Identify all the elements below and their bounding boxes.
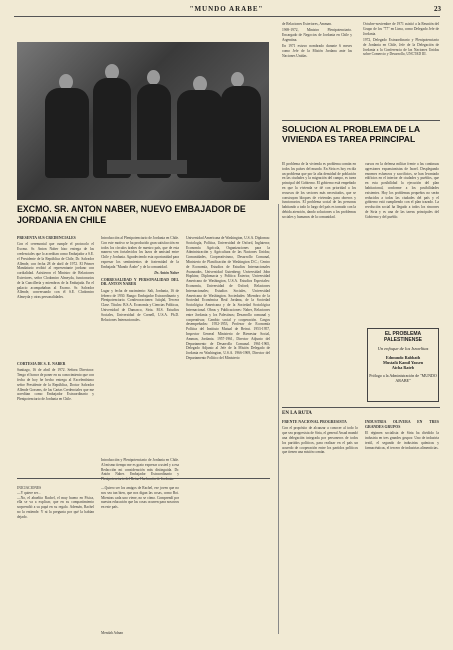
vivienda-column-1: El problema de la vivienda es problema común en todos los países del mundo. En Siria es hoy en día un problema que por la alta densidad de población en las ciudades y la migración del campo, es tarea principal del Gobierno. El gobierno está empeñado en que la vivienda se dé con prioridad a los recursos de los sectores más necesitados, que se construyan bloques de viviendas para obreros y funcionarios. El problema social de las personas habitando a todo lo largo del país es tomado con la debida atención, dando soluciones a los problemas sociales y humanos de la comunidad. <box>282 162 356 219</box>
palestine-footer: Prólogo a la Administración de "MUNDO ARABE" <box>369 372 437 383</box>
en-la-ruta-title: EN LA RUTA <box>282 411 312 416</box>
vivienda-headline: SOLUCION AL PROBLEMA DE LA VIVIENDA ES TAREA PRINCIPAL <box>282 124 420 144</box>
cortesia-column-2: Introducción y Plenipotenciario de Jordania en Chile. Al mismo tiempo me es grato expresar a usted y a esa Redacción mi consideración más distinguida. Dr. Antón Naber. Embajador Extraordinario y Plenipotenciario del Reino Hachemita de Jordania. <box>101 458 179 482</box>
cortesia-column-1: CORTESIA DE S. E. NABER Santiago, 16 de abril de 1972. Señora Directora: Tengo el honor de poner en su conocimiento que con fecha de hoy he hecho entrega al Excelentísimo señor Presidente de la República, Doctor Salvador Allende Gossens, de las Cartas Credenciales que me acreditan como Embajador Extraordinario y Plenipotenciario de Jordania en Chile. <box>17 362 94 402</box>
press-top-rule <box>282 407 440 408</box>
header-rule <box>14 16 440 17</box>
dialog-left-column: INICIACIONES —Y quiere ser... —No, el abuelito Rachel, el muy bueno en Física, ella se va a explicar, que en su compartimiento sorprendió a su papá en su regalo. Ademán, Rachel no la entiende. Y ni la pregunta por qué la habían dejado. <box>17 486 94 519</box>
career-column-2: Octubre-noviembre de 1971 asistió a la Reunión del Grupo de los "77" en Lima, como Delegado Jefe de Jordania. 1972, Delegado Extraordinario y Plenipotenciario de Jordania en Chile, Jefe de la Delegación de Jordania a la Conferencia de las Naciones Unidas sobre Comercio y Desarrollo, UNCTAD III. <box>363 22 439 57</box>
naber-column-1: PRESENTA SUS CREDENCIALES Con el ceremonial que cumple el protocolo el Excmo. Sr. Anton Naber hizo entrega de las credenciales que lo acreditan como Embajador a S.E. el Presidente de la República de Chile, Dr. Salvador Allende, con fecha 28 de abril de 1972. El Primer Mandatario recibió al representante jordano con cordialidad. Asistieron el Ministro de Relaciones Exteriores, señor Clodomiro Almeyda, funcionarios de la Cancillería y miembros de la Embajada. En el palacio acompañaban al Excmo. Sr. Salvador Allende, conversando con él S.E. Clodomiro Almeyda y otras personalidades. <box>17 236 94 300</box>
naber-headline: EXCMO. SR. ANTON NABER, NUEVO EMBAJADOR DE JORDANIA EN CHILE <box>17 204 246 225</box>
publication-title: "MUNDO ARABE" <box>189 5 264 13</box>
photo-credentials-ceremony <box>17 42 269 200</box>
palestine-box <box>367 328 439 402</box>
palestine-authors: Edmundo Rabbath Mustafá Kamil Yassen Aicha Rateb <box>382 354 424 371</box>
naber-column-3: Universidad Americana de Washington, U.S.A. Diplomas: Sociología, Política, Universidad de Oxford, Inglaterra; Economía Agrícola, Organizaciones para la Administración y Agricultura de las Naciones Unidas; Comunidades, Cooperativismo, Desarrollo Comunal, Ministerio de Planificación de Washington D.C.; Centro de Economía, Estudios de Estudios Internacionales Avanzados, Universidad Gutenberg; Universidad John Hopkins; Diplomacia y Política Exterior, Universidad Americana de Washington, U.S.A. Estudios Especiales: Economía, Universidad de Oxford; Relaciones Internacionales; Estudios Sociales, Universidad Americana de Washington. Sociedades: Miembro de la Sociedad Económica Real Jordana, de la Sociedad Sociológica Americana y de la Sociedad Sociológica Internacional. Obras y Publicaciones: Naber, Relaciones entre Jordania y los Palestinos; Desarrollo comunal y cooperativas; Cambio social y cooperación. Cargos desempeñados: 1952-1953, Profesor de Economía Política del Instituto Mutual de Beirut. 1953-1957, Inspector General Ministerio de Bienestar Social, Amman, Jordania. 1957-1961, Director Adjunto del Departamento de Desarrollo Comunal. 1961-1965, Delegado Adjunto al Jefe de la Misión Delegado de Jordania en Washington, U.S.A. 1966-1969, Director del Departamento Político del Ministerio <box>186 236 270 360</box>
page-number: 23 <box>434 5 441 13</box>
vivienda-top-rule <box>282 120 440 121</box>
naber-column-2: Introducción al Plenipotenciario de Jordania en Chile. Con este motivo se ha producido gran satisfacción en todos los círculos árabes de nuestro país, que de esta manera ven fortalecidos los lazos de amistad entre Chile y Jordania. Agradeciendo esta oportunidad para expresar los sentimientos de fraternidad de la Embajada "Mundo Árabe" y de la comunidad. Dr. Antón Naber CORRESALIDAD Y PERSONALIDAD DEL DR. ANTON NABER Lugar y fecha de nacimiento: Salt, Jordania, 16 de febrero de 1930. Rango: Embajador Extraordinario y Plenipotenciario. Condecoraciones: Istiqlal, Tercera Clase. Títulos: B.S.A. Economía y Ciencias Políticas, Universidad de Damasco, Siria. M.S. Estudios Sociales, Universidad de Cornell, U.S.A. Ph.D. Relaciones Internacionales. <box>101 236 179 322</box>
column-divider <box>278 204 279 634</box>
career-column-1: de Relaciones Exteriores, Amman. 1969-1972, Ministro Plenipotenciario. Encargado de Negocios de Jordania en Chile y Argentina. En 1971 estuvo nombrado durante 6 meses como Jefe de la Misión Jordana ante las Naciones Unidas. <box>282 22 352 58</box>
palestine-title: EL PROBLEMA PALESTINENSE <box>384 331 422 343</box>
dialog-signature: Mendah Adnan <box>101 631 124 635</box>
palestine-subtitle: Un enfoque de los Israelitas <box>377 346 429 351</box>
dialog-top-rule <box>17 478 270 479</box>
vivienda-column-2: cursos en la defensa militar frente a las continuas agresiones expansionistas de Israel. Desplegando enormes esfuerzos y sacrificios, se han levantado edificios en el interior de ciudades y pueblos, que en esta posibilidad la ejecución del plan habitacional, conforme a los posibilidades existentes. Hoy los problemas pequeños no serán reducidos a todas las ciudades del país y el gobierno está cumpliendo con el plan trazado. La revolución social ha llegado a todos los rincones de Siria y es una de las tareas principales del Gobierno y del pueblo. <box>365 162 439 219</box>
dialog-right-column: —Quiero ser los amigos de Rachel, ese joven que no nos sea tan bien, que nos digan las cosas, como Boi. Mientras cada uno viene, no se cómo. Comprendí por nuestra educación que las cosas ocurren para nosotros en este país. <box>101 486 179 510</box>
frente-column: FRENTE NACIONAL PROGRESISTA Con el propósito de alcanzar a conocer al todo lo que sea progresista de Siria, el general Assad mandó una delegación integrada por personeros de todos los partidos políticos, para realizar en el país un acuerdo de cooperación entre los partidos políticos que tienen una misión común. <box>282 420 358 455</box>
page-header <box>0 2 453 16</box>
industria-column: INDUSTRIA OLIVERA EN TRES GRANDES GRUPOS El régimen socialista de Siria ha dividido la industria en tres grandes grupos: Uno de industria textil, el segundo de industrias químicas y farmacéuticas, el tercero de industrias alimenticias. <box>365 420 439 450</box>
